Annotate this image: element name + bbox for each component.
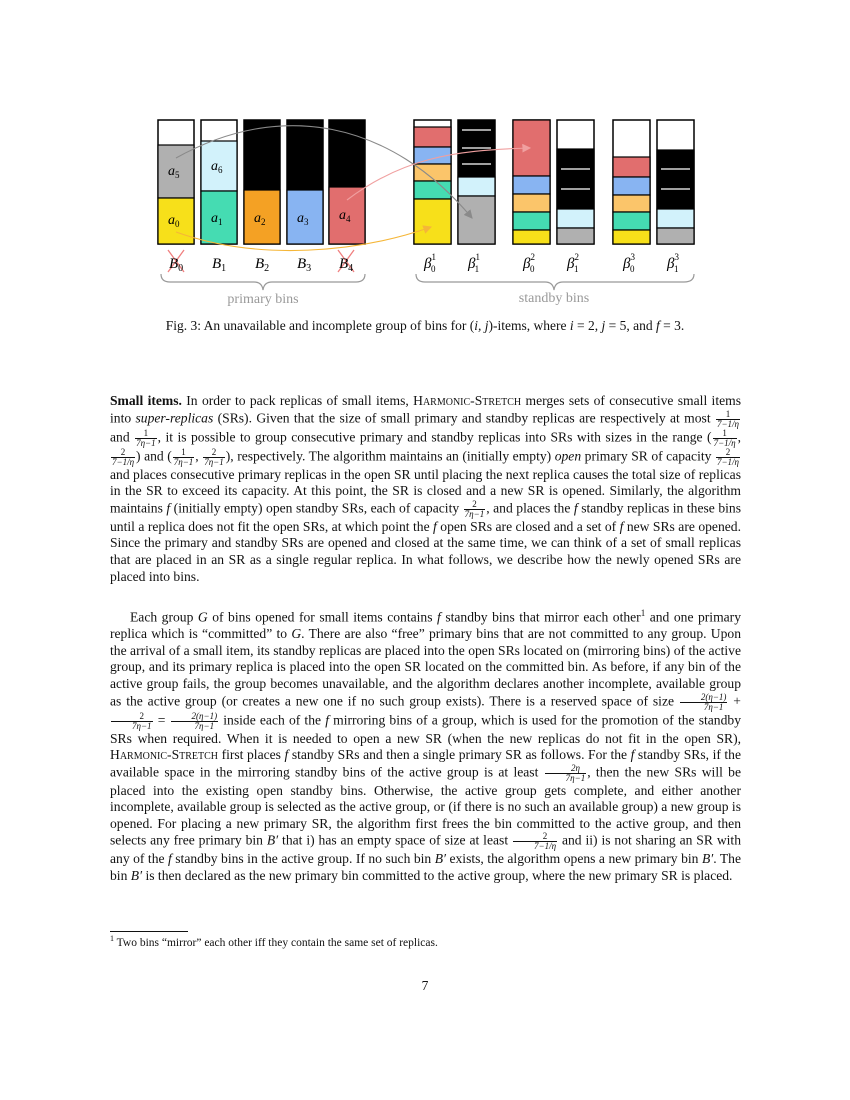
footnote-rule bbox=[110, 931, 188, 932]
bin-label-beta-1-2: $\beta^2$ 1 bbox=[567, 252, 579, 274]
figure-caption: Fig. 3: An unavailable and incomplete group of bins for (i, j)-items, where i = 2, j = 5, and f = 3. bbox=[165, 318, 685, 333]
label-a3: $a_3$ bbox=[297, 211, 309, 227]
paragraph-small-items: Small items. In order to pack replicas of small items, Harmonic-Stretch merges sets of consecutive small items into super-replicas (SRs). Given that the size of small primary and standby replicas are respectively at most $\frac{1}{7-1/\eta}$ and $\frac{1}{7\eta-1}$ , it is possible to group consecutive primary and standby replicas into SRs with sizes in the range ( $\frac{1}{7-1/\eta}$ , $\frac{2}{7-1/\eta}$ ) and ( $\frac{1}{7\eta-1}$ , $\frac{2}{7\eta-1}$ ), respectively. The algorithm maintains an (initially empty) open primary SR of capacity $\frac{2}{7-1/\eta}$ and places consecutive primary replicas in the open SR until placing the next replica causes the total size of replicas in the SR to exceed its capacity. At this point, the SR is closed and a new SR is opened. Similarly, the algorithm maintains f (initially empty) open standby SRs, each of capacity $\frac{2}{7\eta-1}$ , and places the f standby replicas in these bins until a replica does not fit the open SRs, at which point the f open SRs are closed and a set of f new SRs are opened. Since the primary and standby SRs are opened and closed at the same time, we can think of a set of small replicas that are placed in an SR as a single regular replica. In what follows, we describe how the newly opened SRs are placed into bins. bbox=[110, 393, 742, 584]
bin-label-B3: $B_3$ bbox=[297, 256, 312, 274]
bin-label-beta-1-3: $\beta^3$ 1 bbox=[667, 252, 679, 274]
bin-label-beta-0-2: $\beta^2$ 0 bbox=[523, 252, 535, 274]
bin-beta-0-3 bbox=[613, 120, 650, 244]
label-a2: $a_2$ bbox=[254, 211, 266, 227]
bin-label-beta-1-1: $\beta^1$ 1 bbox=[468, 252, 480, 274]
brace-primary bbox=[161, 274, 365, 290]
bin-label-beta-0-1: $\beta^1$ 0 bbox=[424, 252, 436, 274]
page-number: 7 bbox=[421, 978, 429, 993]
paragraph-groups: Each group G of bins opened for small items contains f standby bins that mirror each other$^1$ and one primary replica which is “committed” to G. There are also “free” primary bins that are not committed to any group. Upon the arrival of a small item, its standby replicas are placed into the open SRs located on (mirroring bins) of the active group, and its primary replica is placed into the open SR located on the committed bin. As before, if any bin of the active group fails, the group becomes unavailable, and the algorithm declares another incomplete, available group as the active group (or creates a new one if no such group exists). There is a reserved space of size $\frac{2(\eta-1)}{7\eta-1}$ + $\frac{2}{7\eta-1}$ = $\frac{2(\eta-1)}{7\eta-1}$ inside each of the f mirroring bins of a group, which is used for the promotion of the standby SRs when required. When it is needed to open a new SR (when the new replicas do not fit in the open SR), Harmonic-Stretch first places f standby SRs and then a single primary SR as follows. For the f standby SRs, if the available space in the mirroring standby bins of the active group is at least $\frac{2\eta}{7\eta-1}$ , then the new SRs will be placed into the existing open standby bins. Otherwise, the active group gets complete, and either another incomplete, available group is selected as the active group, or (if there is no such an available group) a new group is opened. For placing a new primary SR, the algorithm first frees the bin committed to the active group, and then selects any free primary bin B′ that i) has an empty space of size at least $\frac{2}{7-1/\eta}$ and ii) is not sharing an SR with any of the f standby bins in the active group. If no such bin B′ exists, the algorithm opens a new primary bin B′. The bin B′ is then declared as the new primary bin committed to the active group, where the new primary SR is placed. bbox=[110, 608, 742, 884]
footnote: $^1$ Two bins “mirror” each other iff they contain the same set of replicas. bbox=[110, 934, 438, 949]
bin-label-B0: $B_0$ bbox=[169, 256, 184, 274]
bin-label-B1: $B_1$ bbox=[212, 256, 227, 274]
bin-label-B2: $B_2$ bbox=[255, 256, 270, 274]
primary-bins-label: primary bins bbox=[227, 292, 299, 307]
bin-B4 bbox=[329, 120, 365, 244]
bin-beta-1-1 bbox=[458, 120, 495, 244]
label-a6: $a_6$ bbox=[211, 159, 223, 175]
label-a1: $a_1$ bbox=[211, 211, 223, 227]
figure-bins-diagram bbox=[0, 0, 850, 320]
bin-label-B4: $B_4$ bbox=[339, 256, 354, 274]
bin-beta-0-2 bbox=[513, 120, 550, 244]
bin-label-beta-0-3: $\beta^3$ 0 bbox=[623, 252, 635, 274]
section-heading: Small items. bbox=[110, 393, 182, 408]
standby-bins-label: standby bins bbox=[518, 291, 590, 306]
label-a5: $a_5$ bbox=[168, 164, 180, 180]
label-a0: $a_0$ bbox=[168, 213, 180, 229]
bin-beta-0-1 bbox=[414, 120, 451, 244]
bin-beta-1-2 bbox=[557, 120, 594, 244]
label-a4: $a_4$ bbox=[339, 208, 351, 224]
brace-standby bbox=[416, 274, 694, 290]
bin-beta-1-3 bbox=[657, 120, 694, 244]
